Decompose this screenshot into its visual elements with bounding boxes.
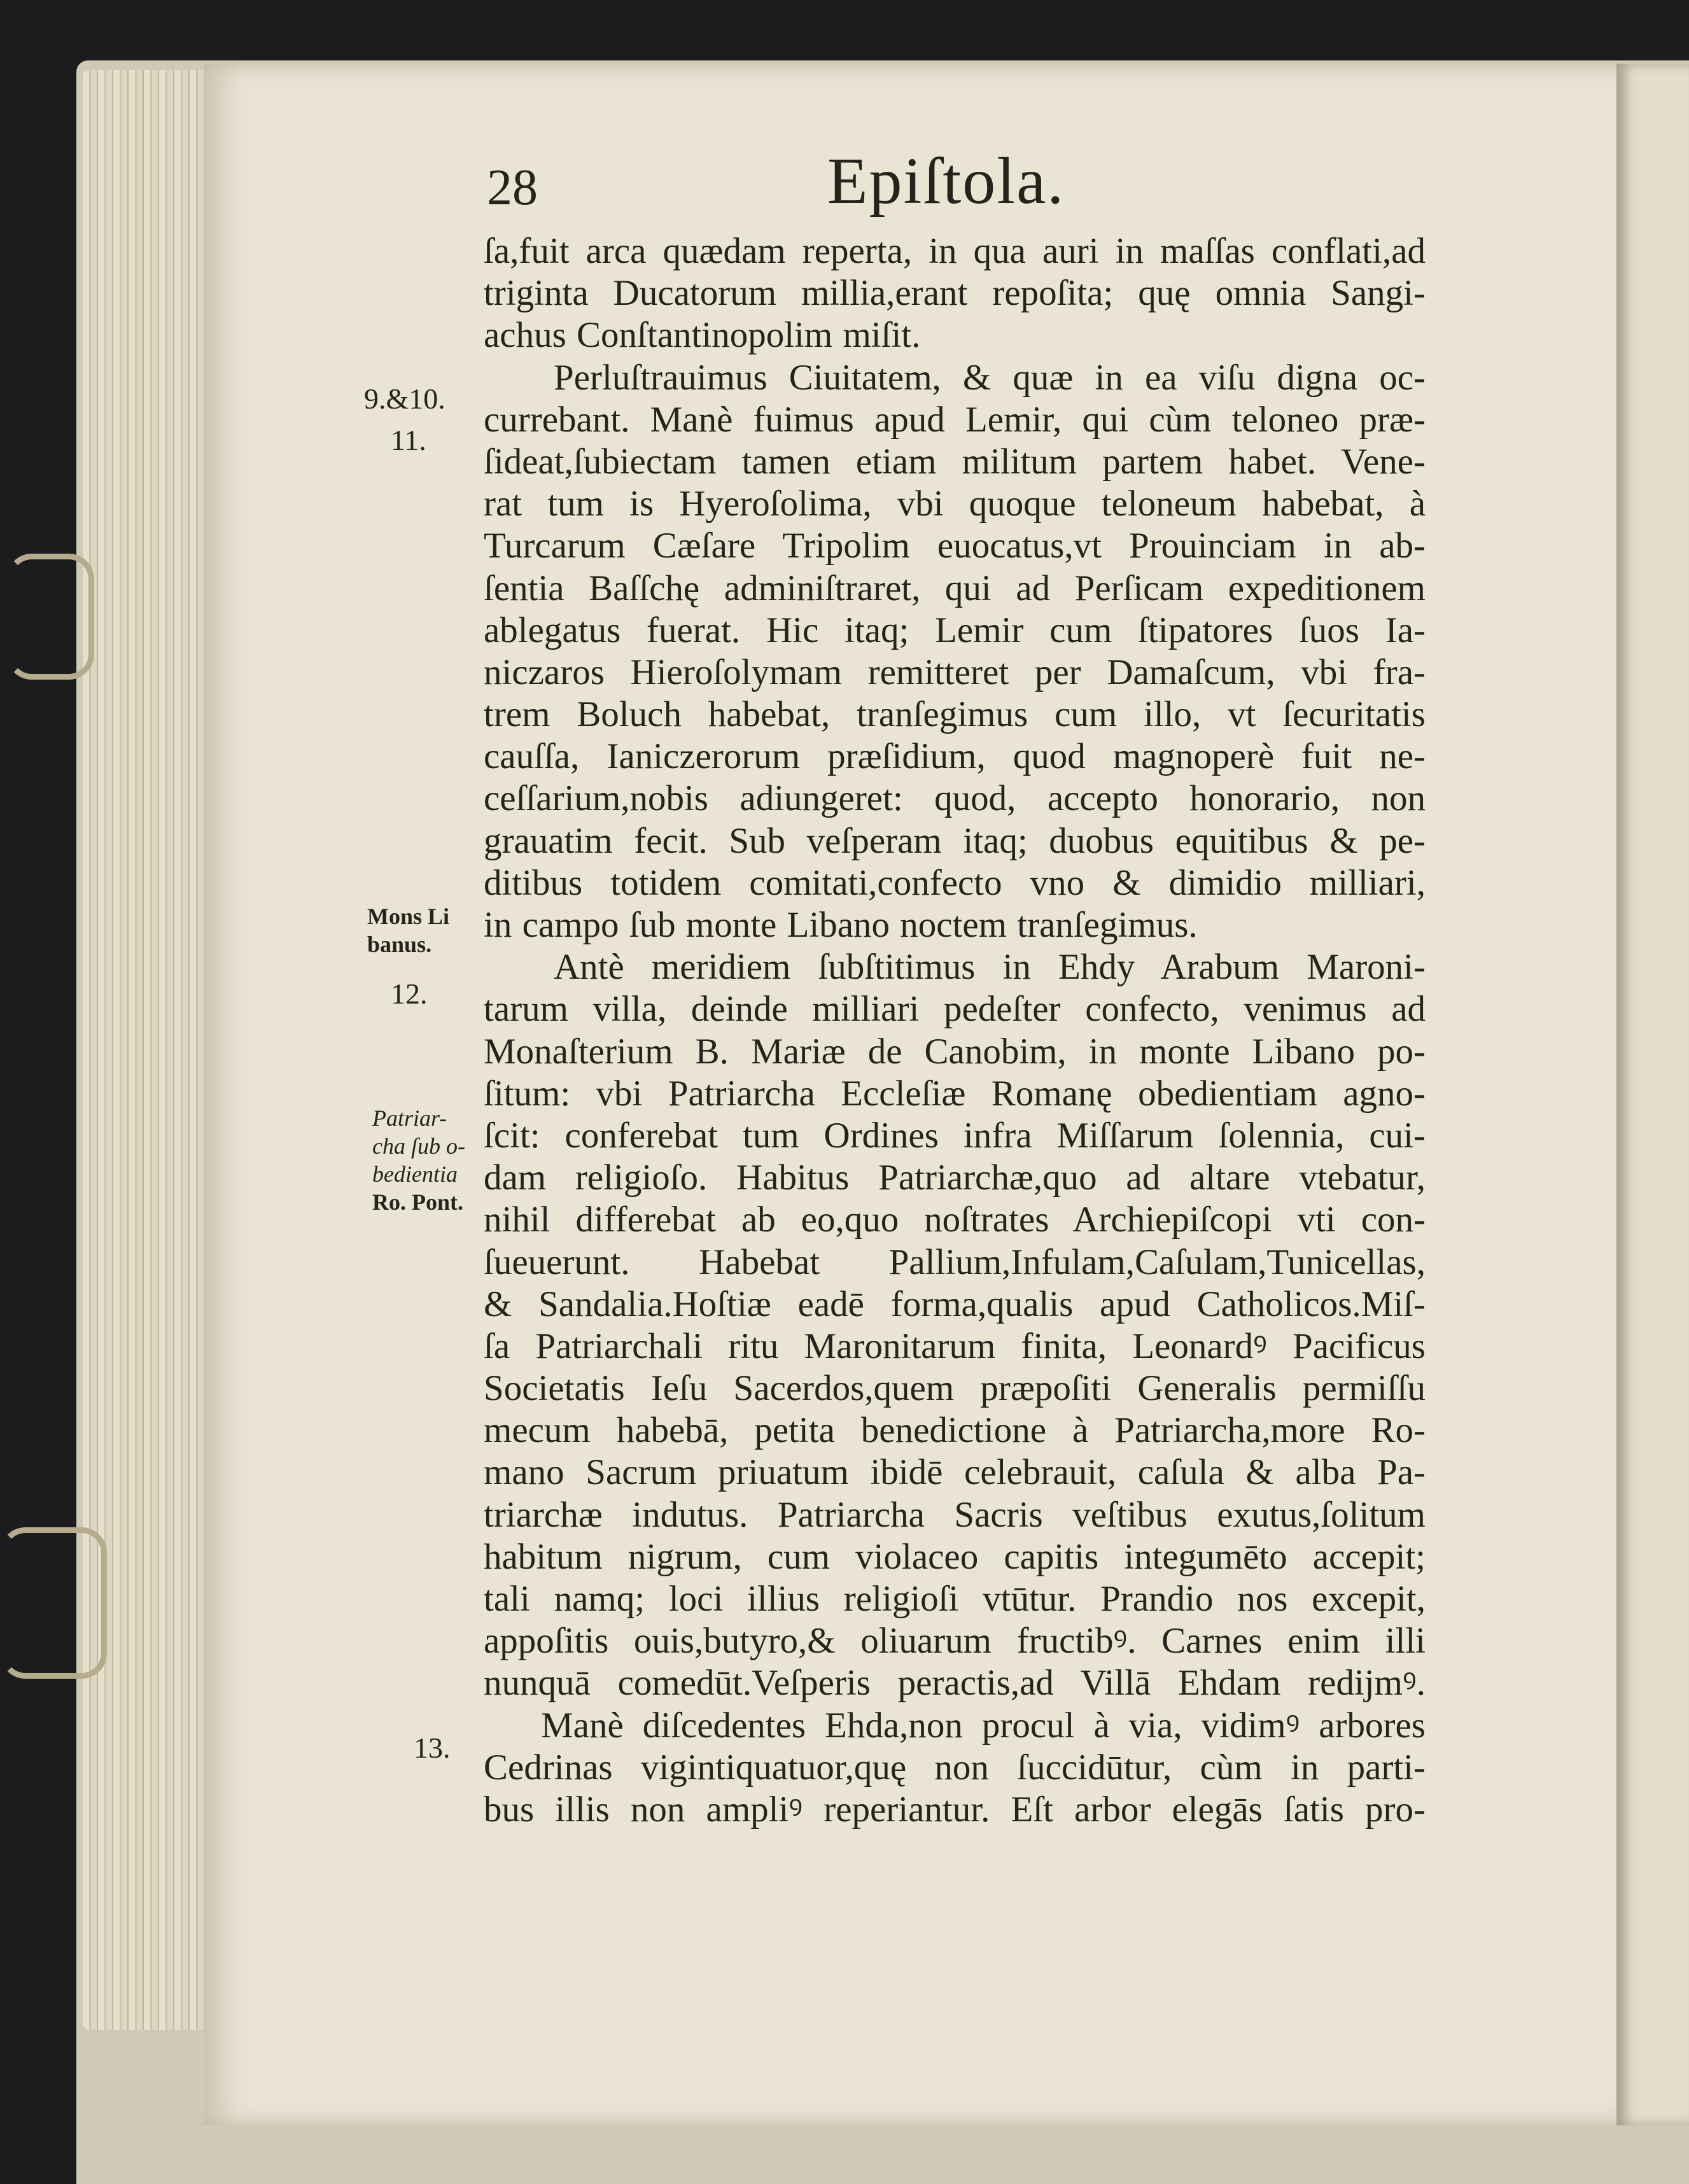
text-line: dam religioſo. Habitus Patriarchæ,quo ad altare vtebatur, — [484, 1158, 1426, 1198]
margin-note-line: cha ſub o- — [372, 1133, 465, 1159]
page-number: 28 — [487, 160, 538, 216]
text-line: Perluſtrauimus Ciuitatem, & quæ in ea viſu digna oc- — [554, 357, 1426, 398]
text-line: ceſſarium,nobis adiungeret: quod, accepto honorario, non — [484, 778, 1426, 819]
text-line: cauſſa, Ianiczerorum præſidium, quod magnoperè fuit ne- — [484, 736, 1426, 777]
text-line: bus illis non ampliꝰ reperiantur. Eſt arbor elegās ſatis pro- — [484, 1789, 1426, 1830]
text-line: trem Boluch habebat, tranſegimus cum illo, vt ſecuritatis — [484, 694, 1426, 735]
text-line: ſideat,ſubiectam tamen etiam militum partem habet. Vene- — [484, 441, 1426, 482]
text-line: tarum villa, deinde milliari pedeſter confecto, venimus ad — [484, 989, 1426, 1030]
margin-ref-9-10: 9.&10. — [364, 382, 445, 415]
binding-string-upper — [6, 554, 94, 680]
text-line: in campo ſub monte Libano noctem tranſegimus. — [484, 905, 1198, 945]
text-line: triginta Ducatorum millia,erant repoſita; quę omnia Sangi- — [484, 273, 1426, 314]
text-line: ditibus totidem comitati,confecto vno & dimidio milliari, — [484, 862, 1426, 903]
margin-note-line: Ro. Pont. — [372, 1189, 463, 1215]
margin-note-line: Patriar- — [372, 1105, 447, 1131]
text-line: ſueuerunt. Habebat Pallium,Infulam,Caſulam,Tunicellas, — [484, 1242, 1426, 1282]
text-line: Antè meridiem ſubſtitimus in Ehdy Arabum Maroni- — [554, 947, 1426, 988]
margin-note-patriarcha — [372, 1104, 465, 1216]
text-line: appoſitis ouis,butyro,& oliuarum fructibꝰ. Carnes enim illi — [484, 1621, 1426, 1662]
text-line: ablegatus fuerat. Hic itaq; Lemir cum ſtipatores ſuos Ia- — [484, 610, 1426, 650]
text-line: tali namq; loci illius religioſi vtūtur. Prandio nos excepit, — [484, 1579, 1426, 1619]
text-line: nunquā comedūt.Veſperis peractis,ad Villā Ehdam redijmꝰ. — [484, 1663, 1426, 1704]
binding-string-lower — [0, 1527, 107, 1679]
margin-ref-13: 13. — [414, 1732, 451, 1764]
body-text — [484, 230, 1426, 1831]
text-line: niczaros Hieroſolymam remitteret per Damaſcum, vbi fra- — [484, 652, 1426, 692]
text-line: ſa,fuit arca quædam reperta, in qua auri in maſſas conflati,ad — [484, 231, 1426, 271]
text-line: mano Sacrum priuatum ibidē celebrauit, caſula & alba Pa- — [484, 1452, 1426, 1493]
facing-page-edge — [1616, 64, 1689, 2125]
text-line: grauatim fecit. Sub veſperam itaq; duobus equitibus & pe- — [484, 820, 1426, 861]
text-line: Societatis Ieſu Sacerdos,quem præpoſiti Generalis permiſſu — [484, 1368, 1426, 1409]
text-line: ſentia Baſſchę adminiſtraret, qui ad Perſicam expeditionem — [484, 568, 1426, 608]
text-line: Cedrinas vigintiquatuor,quę non ſuccidūtur, cùm in parti- — [484, 1747, 1426, 1788]
text-line: & Sandalia.Hoſtiæ eadē forma,qualis apud Catholicos.Miſ- — [484, 1284, 1426, 1324]
text-line: Manè diſcedentes Ehda,non procul à via, vidimꝰ arbores — [541, 1705, 1426, 1746]
text-line: Turcarum Cæſare Tripolim euocatus,vt Prouinciam in ab- — [484, 526, 1426, 566]
page-edges — [83, 70, 223, 2030]
text-line: habitum nigrum, cum violaceo capitis integumēto accepit; — [484, 1536, 1426, 1577]
margin-ref-12: 12. — [391, 977, 428, 1010]
text-line: triarchæ indutus. Patriarcha Sacris veſtibus exutus,ſolitum — [484, 1494, 1426, 1535]
text-line: achus Conſtantinopolim miſit. — [484, 315, 921, 356]
text-line: rat tum is Hyeroſolima, vbi quoque teloneum habebat, à — [484, 484, 1426, 524]
text-line: nihil differebat ab eo,quo noſtrates Archiepiſcopi vti con- — [484, 1200, 1426, 1240]
text-line: currebant. Manè fuimus apud Lemir, qui cùm teloneo præ- — [484, 399, 1426, 440]
text-line: ſitum: vbi Patriarcha Eccleſiæ Romanę obedientiam agno- — [484, 1073, 1426, 1114]
running-title: Epiſtola. — [827, 144, 1065, 218]
margin-note-line: Mons Li — [367, 904, 450, 929]
margin-ref-11: 11. — [391, 424, 426, 456]
text-line: ſa Patriarchali ritu Maronitarum finita, Leonardꝰ Pacificus — [484, 1326, 1426, 1366]
margin-note-line: bedientia — [372, 1161, 458, 1187]
margin-note-line: banus. — [367, 932, 432, 957]
margin-note-mons-libanus — [367, 902, 449, 958]
text-line: mecum habebā, petita benedictione à Patriarcha,more Ro- — [484, 1410, 1426, 1451]
text-line: Monaſterium B. Mariæ de Canobim, in monte Libano po- — [484, 1031, 1426, 1072]
text-line: ſcit: conferebat tum Ordines infra Miſſarum ſolennia, cui- — [484, 1115, 1426, 1156]
